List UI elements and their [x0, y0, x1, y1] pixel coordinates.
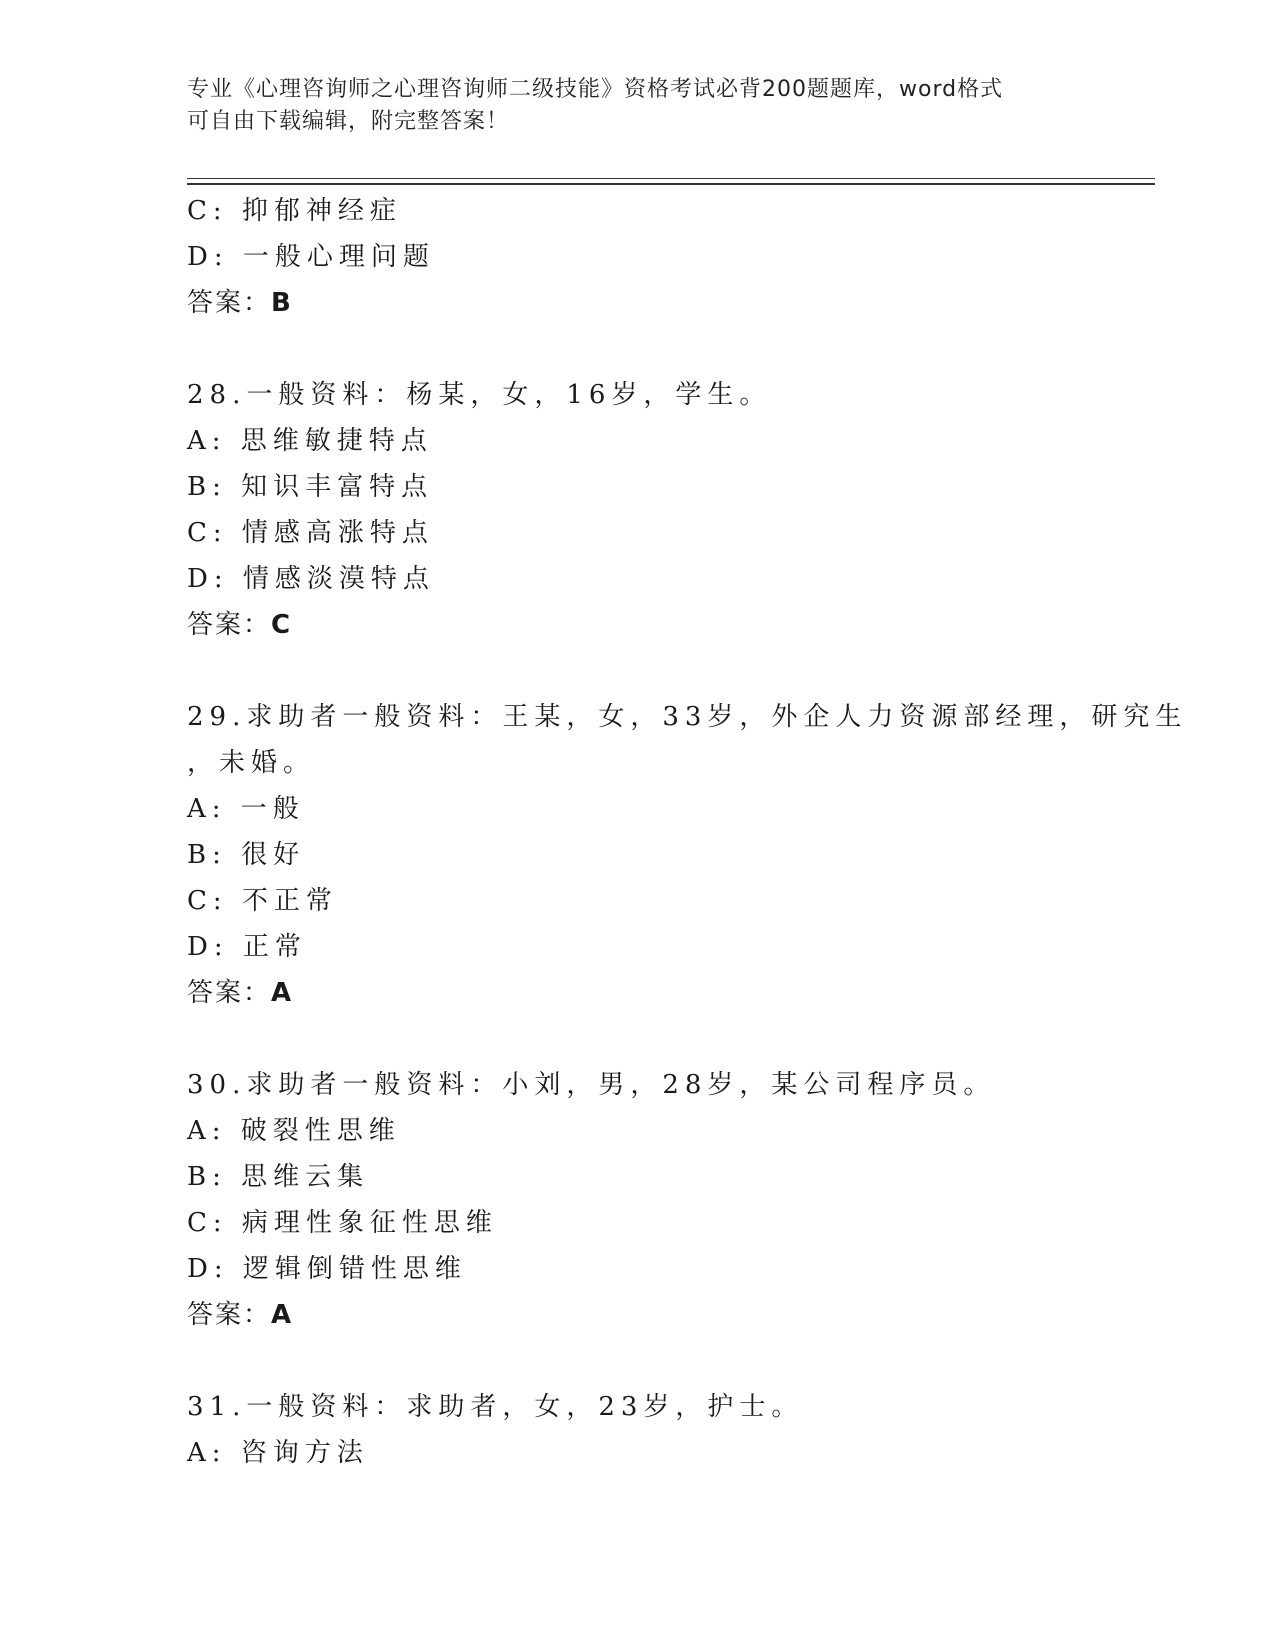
question-31 — [187, 1384, 1087, 1476]
option-d: D: 一般心理问题 — [187, 242, 435, 272]
header-line-1: 专业《心理咨询师之心理咨询师二级技能》资格考试必背200题题库，word格式 — [187, 77, 1004, 102]
option-d: D: 正常 — [187, 932, 307, 962]
page-header — [187, 74, 1087, 138]
answer-value: C — [271, 610, 293, 640]
question-text: 31.一般资料：求助者，女，23岁，护士。 — [187, 1392, 804, 1422]
option-d: D: 情感淡漠特点 — [187, 564, 435, 594]
option-d: D: 逻辑倒错性思维 — [187, 1254, 467, 1284]
answer-label: 答案： — [187, 978, 272, 1008]
option-c: C: 抑郁神经症 — [187, 196, 402, 226]
option-b: B: 知识丰富特点 — [187, 472, 434, 502]
answer-label: 答案： — [187, 610, 272, 640]
option-b: B: 思维云集 — [187, 1162, 370, 1192]
option-a: A: 咨询方法 — [187, 1438, 369, 1468]
option-b: B: 很好 — [187, 840, 306, 870]
header-rule-thick — [187, 183, 1155, 185]
option-c: C: 情感高涨特点 — [187, 518, 434, 548]
option-c: C: 病理性象征性思维 — [187, 1208, 498, 1238]
answer-label: 答案： — [187, 1300, 272, 1330]
option-a: A: 思维敏捷特点 — [187, 426, 433, 456]
question-text-continued: ，未婚。 — [187, 748, 316, 778]
answer-label: 答案： — [187, 288, 272, 318]
answer-line — [187, 280, 1087, 326]
answer-value: B — [271, 288, 293, 318]
option-c: C: 不正常 — [187, 886, 338, 916]
question-text: 28.一般资料：杨某，女，16岁，学生。 — [187, 380, 772, 410]
answer-line — [187, 1292, 1087, 1338]
question-28 — [187, 372, 1087, 648]
header-line-2: 可自由下载编辑，附完整答案！ — [187, 109, 510, 134]
answer-line — [187, 970, 1087, 1016]
option-a: A: 一般 — [187, 794, 305, 824]
question-text: 29.求助者一般资料：王某，女，33岁，外企人力资源部经理，研究生 — [187, 702, 1188, 732]
option-a: A: 破裂性思维 — [187, 1116, 401, 1146]
question-29 — [187, 694, 1188, 1016]
answer-value: A — [271, 978, 294, 1008]
question-list — [187, 188, 1188, 1476]
question-30 — [187, 1062, 1087, 1338]
question-27-tail — [187, 188, 1087, 326]
header-rule-thin — [187, 178, 1155, 179]
answer-line — [187, 602, 1087, 648]
question-text: 30.求助者一般资料：小刘，男，28岁，某公司程序员。 — [187, 1070, 996, 1100]
answer-value: A — [271, 1300, 294, 1330]
